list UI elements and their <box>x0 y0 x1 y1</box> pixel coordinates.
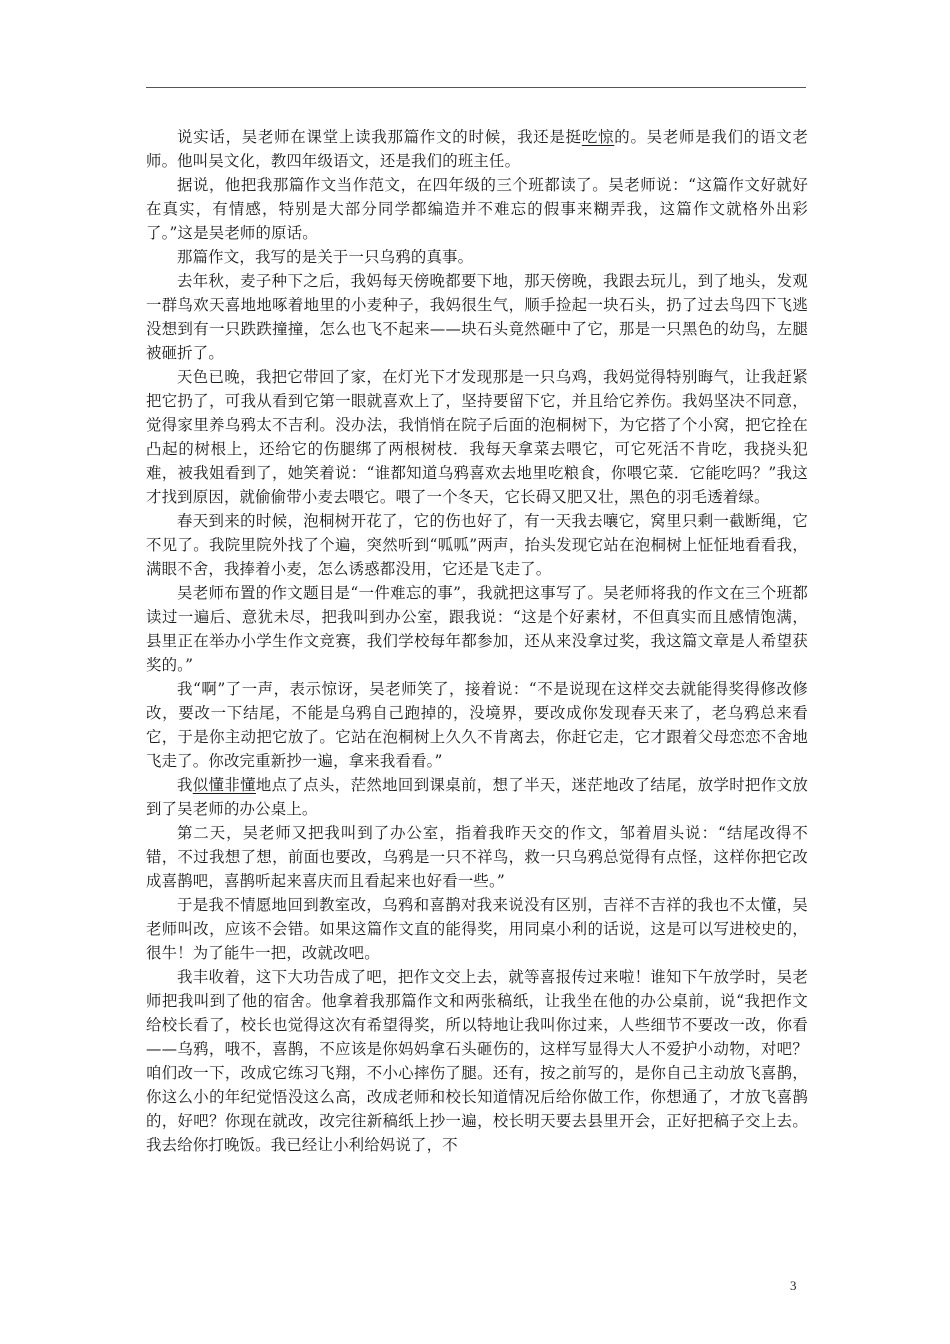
paragraph-1 <box>146 125 808 173</box>
paragraph-text: 去年秋，麦子种下之后，我妈每天傍晚都要下地，那天傍晚，我跟去玩儿，到了地头，发观一群鸟欢天喜地地啄着地里的小麦种子，我妈很生气，顺手捡起一块石头，扔了过去鸟四下飞逃没想到有一只跌跌撞撞，怎么也飞不起来——块石头竟然砸中了它，那是一只黑色的幼鸟，左腿被砸折了。 <box>146 272 808 362</box>
paragraph-9 <box>146 773 808 821</box>
paragraph-11 <box>146 893 808 965</box>
header-rule <box>146 87 806 88</box>
paragraph-text: 天色已晚，我把它带回了家，在灯光下才发现那是一只乌鸡，我妈觉得特别晦气，让我赶紧把它扔了，可我从看到它第一眼就喜欢上了，坚持要留下它，并且给它养伤。我妈坚决不同意，觉得家里养乌鸦太不吉利。没办法，我悄悄在院子后面的泡桐树下，为它搭了个小窝，把它拴在凸起的树根上，还给它的伤腿绑了两根树枝．我每天拿菜去喂它，可它死活不肯吃，我挠头犯难，被我姐看到了，她笑着说：“谁都知道乌鸦喜欢去地里吃粮食，你喂它菜．它能吃吗？”我这才找到原因，就偷偷带小麦去喂它。喂了一个冬天，它长碍又肥又壮，黑色的羽毛透着绿。 <box>146 368 808 506</box>
paragraph-2 <box>146 173 808 245</box>
paragraph-text: 那篇作文，我写的是关于一只乌鸦的真事。 <box>177 248 474 266</box>
paragraph-text: 据说，他把我那篇作文当作范文，在四年级的三个班都读了。吴老师说：“这篇作文好就好在真实，有情感，特别是大部分同学都编造并不难忘的假事来糊弄我，这篇作文就格外出彩了。”这是吴老师的原话。 <box>146 176 808 242</box>
paragraph-text: 吴老师布置的作文题目是“一件难忘的事”，我就把这事写了。吴老师将我的作文在三个班都读过一遍后、意犹未尽，把我叫到办公室，跟我说：“这是个好素材，不但真实而且感情饱满，县里正在举办小学生作文竞赛，我们学校每年都参加，还从来没拿过奖，我这篇文章是人希望获奖的。” <box>146 584 808 674</box>
paragraph-text: 我丰收着，这下大功告成了吧，把作文交上去，就等喜报传过来啦！谁知下午放学时，吴老师把我叫到了他的宿舍。他拿着我那篇作文和两张稿纸，让我坐在他的办公桌前，说“我把作文给校长看了，校长也觉得这次有希望得奖，所以特地让我叫你过来，人些细节不要改一改，你看——乌鸦，哦不，喜鹊，不应该是你妈妈拿石头砸伤的，这样写显得大人不爱护小动物，对吧？咱们改一下，改成它练习飞翔，不小心摔伤了腿。还有，按之前写的，是你自己主动放飞喜鹊，你这么小的年纪觉悟没这么高，改成老师和校长知道情况后给你做工作，你想通了，才放飞喜鹊的，好吧？你现在就改，改完往新稿纸上抄一遍，校长明天要去县里开会，正好把稿子交上去。我去给你打晚饭。我已经让小利给妈说了，不 <box>146 968 808 1154</box>
paragraph-6 <box>146 509 808 581</box>
page-number: 3 <box>790 1278 797 1293</box>
paragraph-5 <box>146 365 808 509</box>
document-body <box>146 125 808 1157</box>
paragraph-text: 我 <box>177 776 193 794</box>
paragraph-text: 地点了点头，茫然地回到课桌前，想了半天，迷茫地改了结尾，放学时把作文放到了吴老师的办公桌上。 <box>146 776 808 818</box>
paragraph-8 <box>146 677 808 773</box>
paragraph-7 <box>146 581 808 677</box>
paragraph-12 <box>146 965 808 1157</box>
underlined-text: 吃惊 <box>581 128 615 146</box>
paragraph-text: 第二天，吴老师又把我叫到了办公室，指着我昨天交的作文，邹着眉头说：“结尾改得不错，不过我想了想，前面也要改，乌鸦是一只不祥鸟，救一只乌鸦总觉得有点怪，这样你把它改成喜鹊吧，喜鹊听起来喜庆而且看起来也好看一些。” <box>146 824 808 890</box>
paragraph-text: 我“啊”了一声，表示惊讶，吴老师笑了，接着说：“不是说现在这样交去就能得奖得修改修改，要改一下结尾，不能是乌鸦自己跑掉的，没境界，要改成你发现春天来了，老乌鸦总来看它，于是你主动把它放了。它站在泡桐树上久久不肯离去，你赶它走，它才跟着父母恋恋不舍地飞走了。你改完重新抄一遍，拿来我看看。” <box>146 680 808 770</box>
paragraph-text: 春天到来的时候，泡桐树开花了，它的伤也好了，有一天我去嚷它，窝里只剩一截断绳，它不见了。我院里院外找了个遍，突然听到“呱呱”两声，抬头发现它站在泡桐树上怔怔地看看我，满眼不舍，我捧着小麦，怎么诱惑都没用，它还是飞走了。 <box>146 512 808 578</box>
paragraph-text: 说实话，吴老师在课堂上读我那篇作文的时候，我还是挺 <box>177 128 582 146</box>
paragraph-text: 的。吴老师是我们的语文老师。他叫吴文化，教四年级语文，还是我们的班主任。 <box>146 128 808 170</box>
paragraph-10 <box>146 821 808 893</box>
paragraph-4 <box>146 269 808 365</box>
paragraph-text: 于是我不情愿地回到教室改，乌鸦和喜鹊对我来说没有区别，吉祥不吉祥的我也不太懂，吴老师叫改，应该不会错。如果这篇作文直的能得奖，用同桌小利的话说，这是可以写进校史的，很牛！为了能牛一把，改就改吧。 <box>146 896 808 962</box>
paragraph-3 <box>146 245 808 269</box>
underlined-text: 似懂非懂 <box>192 776 256 794</box>
